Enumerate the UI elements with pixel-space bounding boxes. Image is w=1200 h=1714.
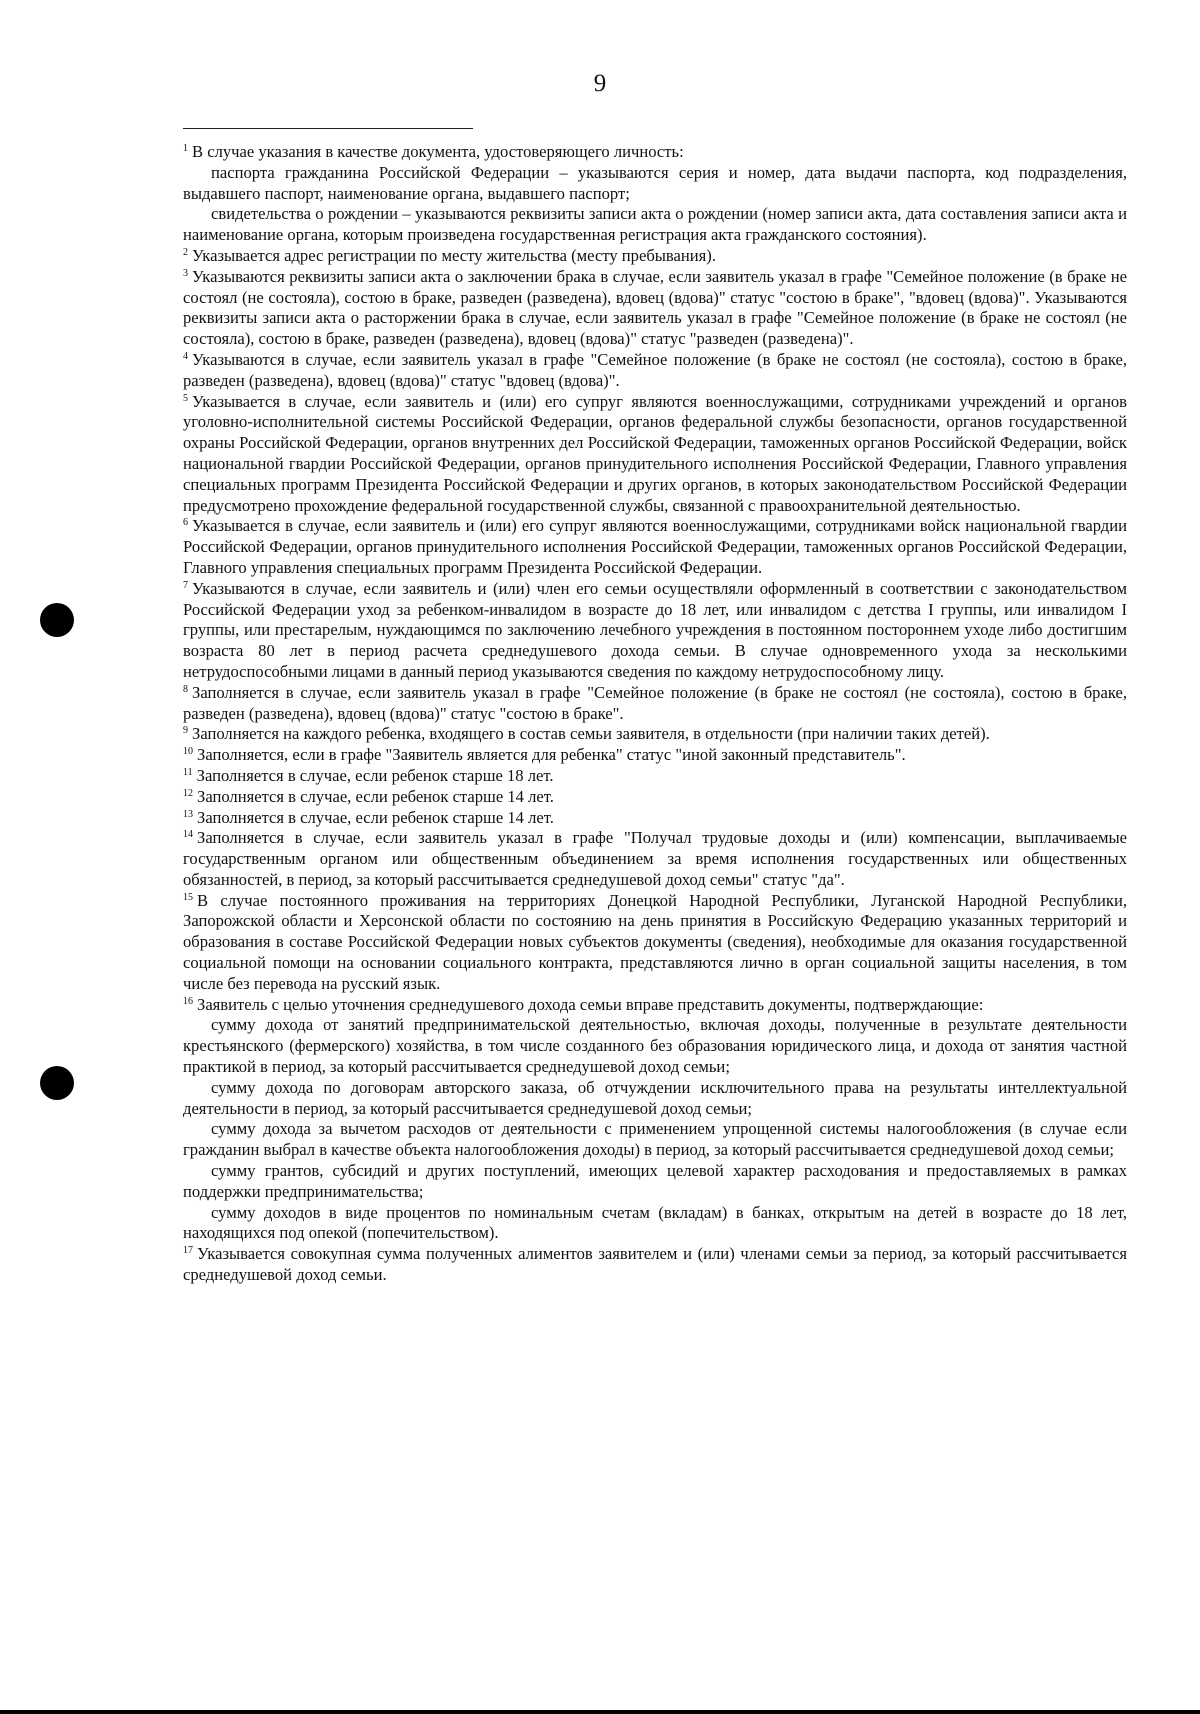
footnote-subitem: сумму дохода по договорам авторского заказа, об отчуждении исключительного права на результаты интеллектуальной деятельности в период, за который рассчитывается среднедушевой доход семьи; [183,1077,1127,1118]
footnote-text [183,579,1127,683]
page-number: 9 [593,70,607,97]
footnote-14 [183,828,1127,890]
footnote-body: Указываются в случае, если заявитель и (или) член его семьи осуществляли оформленный в соответствии с законодательством Российской Федерации уход за ребенком-инвалидом в возрасте до 18 лет, или инвалидом с детства I группы, или инвалидом I группы, или престарелым, нуждающимся по заключению лечебного учреждения в постоянном постороннем уходе либо достигшим возраста 80 лет в период расчета среднедушевого дохода семьи. В случае одновременного ухода за несколькими нетрудоспособными лицами в данный период указываются сведения по каждому нетрудоспособному лицу. [183,578,1127,681]
footnote-text [183,828,1127,890]
footnote-text [183,267,1127,350]
footnote-7 [183,579,1127,683]
footnote-number: 16 [183,995,193,1007]
footnote-text [183,745,1127,766]
footnote-body: Указываются в случае, если заявитель указал в графе "Семейное положение (в браке не состоял (не состояла), состою в браке, разведен (разведена), вдовец (вдова)" статус "вдовец (вдова)". [183,349,1127,390]
footnote-text [183,392,1127,517]
footnote-5 [183,392,1127,517]
footnote-text [183,891,1127,995]
footnote-text [183,142,1127,163]
footnote-separator [183,128,473,129]
footnote-8 [183,683,1127,725]
footnote-subitem: сумму дохода от занятий предпринимательской деятельностью, включая доходы, полученные в результате деятельности крестьянского (фермерского) хозяйства, в том числе созданного без образования юридического лица, и дохода от занятия частной практикой в период, за который рассчитывается среднедушевой доход семьи; [183,1015,1127,1077]
footnote-subitem: сумму доходов в виде процентов по номинальным счетам (вкладам) в банках, открытым на детей в возрасте до 18 лет, находящихся под опекой (попечительством). [183,1202,1127,1243]
footnote-body: Заполняется в случае, если ребенок старше 18 лет. [196,765,554,785]
footnote-text [183,350,1127,392]
footnote-6 [183,516,1127,578]
footnote-body: Заполняется в случае, если ребенок старше 14 лет. [197,807,554,827]
footnote-body: Заполняется в случае, если заявитель указал в графе "Получал трудовые доходы и (или) компенсации, выплачиваемые государственным органом или общественным объединением за время исполнения государственных или общественных обязанностей, в период, за который рассчитывается среднедушевой доход семьи" статус "да". [183,828,1127,889]
footnote-number: 14 [183,829,193,841]
footnote-subitem: свидетельства о рождении – указываются реквизиты записи акта о рождении (номер записи акта, дата составления записи акта и наименование органа, которым произведена государственная регистрация акта гражданского состояния). [183,204,1127,245]
footnote-number: 11 [183,766,193,778]
footnote-text [183,683,1127,725]
punch-hole [40,603,74,637]
footnote-number: 13 [183,808,193,820]
footnote-text [183,787,1127,808]
footnote-10 [183,745,1127,766]
footnote-3 [183,267,1127,350]
footnote-body: Указывается в случае, если заявитель и (или) его супруг являются военнослужащими, сотрудниками войск национальной гвардии Российской Федерации, органов принудительного исполнения Российской Федерации, таможенных органов Российской Федерации, Главного управления специальных программ Президента Российской Федерации. [183,516,1127,577]
footnote-text [183,766,1127,787]
footnote-number: 8 [183,683,188,695]
footnote-number: 5 [183,392,188,404]
footnote-number: 2 [183,246,188,258]
footnote-body: Указывается совокупная сумма полученных алиментов заявителем и (или) членами семьи за период, за который рассчитывается среднедушевой доход семьи. [183,1244,1127,1285]
footnote-2 [183,246,1127,267]
footnote-number: 17 [183,1245,193,1257]
footnote-13 [183,808,1127,829]
footnote-subitem: сумму грантов, субсидий и других поступлений, имеющих целевой характер расходования и предоставляемых в рамках поддержки предпринимательства; [183,1161,1127,1201]
footnote-12 [183,787,1127,808]
footnote-15 [183,891,1127,995]
scan-edge [0,1710,1200,1714]
footnote-body: В случае указания в качестве документа, удостоверяющего личность: [192,142,684,161]
footnote-number: 4 [183,350,188,362]
punch-hole [40,1066,74,1100]
footnote-number: 3 [183,267,188,279]
footnote-body: Заявитель с целью уточнения среднедушевого дохода семьи вправе представить документы, подтверждающие: [197,994,984,1014]
footnote-subitem: сумму дохода за вычетом расходов от деятельности с применением упрощенной системы налогообложения (в случае если гражданин выбрал в качестве объекта налогообложения доходы) в период, за который рассчитывается среднедушевой доход семьи; [183,1119,1127,1160]
footnote-16 [183,995,1127,1245]
footnote-body: Заполняется на каждого ребенка, входящего в состав семьи заявителя, в отдельности (при наличии таких детей). [192,724,990,744]
footnote-subitem: паспорта гражданина Российской Федерации – указываются серия и номер, дата выдачи паспорта, код подразделения, выдавшего паспорт, наименование органа, выдавшего паспорт; [183,162,1127,203]
footnote-number: 1 [183,143,188,154]
footnote-body: Заполняется в случае, если заявитель указал в графе "Семейное положение (в браке не состоял (не состояла), состою в браке, разведен (разведена), вдовец (вдова)" статус "состою в браке". [183,682,1127,723]
footnote-number: 15 [183,891,193,903]
footnote-text [183,808,1127,829]
footnote-17 [183,1244,1127,1286]
footnotes [183,142,1127,1286]
footnote-text [183,246,1127,267]
footnote-number: 7 [183,579,188,591]
footnote-1 [183,142,1127,246]
footnote-number: 10 [183,746,193,758]
footnote-body: Указываются реквизиты записи акта о заключении брака в случае, если заявитель указал в графе "Семейное положение (в браке не состоял (не состояла), состою в браке, разведен (разведена), вдовец (вдова)" статус "состою в браке", "вдовец (вдова)". Указываются реквизиты записи акта о расторжении брака в случае, если заявитель указал в графе "Семейное положение (в браке не состоял (не состояла), состою в браке, разведен (разведена), вдовец (вдова)" статус "разведен (разведена)". [183,266,1127,349]
footnote-body: Указывается в случае, если заявитель и (или) его супруг являются военнослужащими, сотрудниками учреждений и органов уголовно-исполнительной системы Российской Федерации, органов федеральной службы безопасности, органов государственной охраны Российской Федерации, органов внутренних дел Российской Федерации, таможенных органов Российской Федерации, войск национальной гвардии Российской Федерации, органов принудительного исполнения Российской Федерации, Главного управления специальных программ Президента Российской Федерации и других органов, в которых законодательством Российской Федерации предусмотрено прохождение федеральной государственной службы, связанной с правоохранительной деятельностью. [183,391,1127,515]
footnote-text [183,724,1127,745]
footnote-body: Заполняется, если в графе "Заявитель является для ребенка" статус "иной законный представитель". [197,745,906,765]
footnote-11 [183,766,1127,787]
footnote-text [183,516,1127,578]
footnote-number: 12 [183,787,193,799]
footnote-text [183,1244,1127,1286]
footnote-text [183,995,1127,1016]
footnote-number: 6 [183,517,188,529]
footnote-body: Заполняется в случае, если ребенок старше 14 лет. [197,786,554,806]
footnote-body: Указывается адрес регистрации по месту жительства (месту пребывания). [192,245,716,265]
footnote-body: В случае постоянного проживания на территориях Донецкой Народной Республики, Луганской Народной Республики, Запорожской области и Херсонской области по состоянию на день принятия в Российскую Федерацию указанных территорий и образования в составе Российской Федерации новых субъектов документы (сведения), необходимые для оказания государственной социальной помощи на основании социального контракта, представляются лично в орган социальной защиты населения, в том числе без перевода на русский язык. [183,890,1127,993]
footnote-4 [183,350,1127,392]
footnote-9 [183,724,1127,745]
footnote-number: 9 [183,725,188,737]
